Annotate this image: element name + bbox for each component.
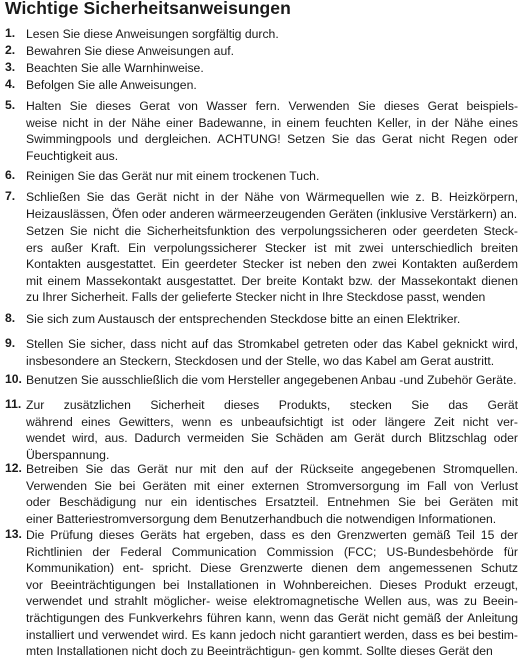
text-line: Stellen Sie sicher, dass nicht auf das Stromkabel getreten oder das Kabel geknickt wird, xyxy=(26,337,518,351)
text-line: Benutzen Sie ausschließlich die vom Hersteller angegebenen Anbau -und Zubehör Geräte. xyxy=(26,373,517,387)
text-line: vor Beeinträchtigungen bei Installationen in Wohnbereichen. Dieses Produkt erzeugt, xyxy=(26,577,518,592)
text-line: Richtlinien der Federal Communication Commission (FCC; US-Bundesbehörde für xyxy=(26,544,518,559)
text-line: weise nicht in der Nähe einer Badewanne, in einem feuchten Keller, in der Nähe eines xyxy=(26,115,518,130)
text-line: installiert und verwendet wird. Es kann jedoch nicht garantiert werden, dass es bei bestim- xyxy=(26,627,518,642)
text-line: Halten Sie dieses Gerat von Wasser fern. Verwenden Sie dieses Gerat beispiels- xyxy=(26,99,518,113)
text-line: einer Batteriestromversorgung dem Benutzerhandbuch die notwendigen Informationen. xyxy=(26,511,497,526)
text-line: Die Prüfung dieses Geräts hat ergeben, dass es den Grenzwerten gemäß Teil 15 der xyxy=(26,528,518,542)
item-text xyxy=(26,77,518,94)
page-title: Wichtige Sicherheitsanweisungen xyxy=(5,0,291,18)
text-line: Schließen Sie das Gerät nicht in der Nähe von Wärmequellen wie z. B. Heizkörpern, xyxy=(26,190,518,204)
item-text xyxy=(26,189,518,222)
item-number: 8. xyxy=(5,311,16,325)
item-number: 1. xyxy=(5,26,16,40)
item-number: 11. xyxy=(5,397,22,411)
text-line: mit einem Massekontakt ausgestattet. Der breite Kontakt bzw. der Massekontakt dienen xyxy=(26,273,518,288)
item-text xyxy=(26,461,518,527)
text-line: oder Beschädigung nur ein identisches Ersatzteil. Entnehmen Sie bei Geräten mit xyxy=(26,495,518,510)
item-text xyxy=(26,98,518,164)
item-number: 13. xyxy=(5,527,22,541)
text-line: mten Installationen nicht doch zu Beeinträchtigun- gen kommt. Sollte dieses Gerät den xyxy=(26,644,493,659)
item-number: 5. xyxy=(5,98,16,112)
text-line: insbesondere an Steckern, Steckdosen und der Stelle, wo das Kabel am Gerat austritt. xyxy=(26,353,495,368)
item-text xyxy=(26,43,518,60)
item-text xyxy=(26,26,518,43)
text-line: trächtigungen des Funkverkehrs führen kann, wenn das Gerät nicht gemäß der Anleitung xyxy=(26,610,518,625)
item-number: 6. xyxy=(5,168,16,182)
item-text xyxy=(26,336,518,369)
text-line: Betreiben Sie das Gerät nur mit den auf der Rückseite angegebenen Stromquellen. xyxy=(26,462,518,476)
item-number: 2. xyxy=(5,43,16,57)
item-number: 7. xyxy=(5,189,16,203)
text-line: verwendet und strahlt möglicher- weise elektromagnetische Wellen aus, was zu Beein- xyxy=(26,594,518,609)
text-line: Sie sich zum Austausch der entsprechenden Steckdose bitte an einen Elektriker. xyxy=(26,312,461,326)
text-line: Lesen Sie diese Anweisungen sorgfältig durch. xyxy=(26,27,279,41)
text-line: während eines Gewitters, wenn es unbeaufsichtigt ist oder längere Zeit nicht ver- xyxy=(26,414,518,429)
item-text xyxy=(26,372,518,389)
text-line: Heizauslässen, Öfen oder anderen wärmeerzeugenden Geräten (inklusive Verstärkern) an. xyxy=(26,206,518,221)
text-line: Kommunikation) ent- spricht. Diese Grenzwerte dienen dem angemessenen Schutz xyxy=(26,561,518,576)
text-line: Zur zusätzlichen Sicherheit dieses Produkts, stecken Sie das Gerät xyxy=(26,398,518,412)
text-line: Feuchtigkeit aus. xyxy=(26,148,119,163)
text-line: zu Ihrer Sicherheit. Falls der gelieferte Stecker nicht in Ihre Steckdose passt, wenden xyxy=(26,290,486,305)
item-number: 9. xyxy=(5,336,16,350)
text-line: Setzen Sie nicht die Sicherheitsfunktion des verpolungssicheren oder geerdeten Steck- xyxy=(26,224,518,238)
item-text xyxy=(26,223,518,306)
item-number: 10. xyxy=(5,372,22,386)
text-line: wendet wird, aus. Dadurch vermeiden Sie Schäden am Gerät durch Blitzschlag oder xyxy=(26,431,518,446)
item-number: 3. xyxy=(5,60,16,74)
item-number: 4. xyxy=(5,77,16,91)
text-line: Reinigen Sie das Gerät nur mit einem trockenen Tuch. xyxy=(26,169,320,183)
text-line: Beachten Sie alle Warnhinweise. xyxy=(26,61,204,75)
item-text xyxy=(26,527,518,660)
text-line: Kontakten ausgestattet. Ein geerdeter Stecker ist neben den zwei Kontakten außerdem xyxy=(26,257,518,272)
text-line: Befolgen Sie alle Anweisungen. xyxy=(26,78,197,92)
item-number: 12. xyxy=(5,461,22,475)
text-line: Verwenden Sie bei Geräten mit einer externen Stromversorgung im Fall von Verlust xyxy=(26,478,518,493)
item-text xyxy=(26,60,518,77)
text-line: Bewahren Sie diese Anweisungen auf. xyxy=(26,44,235,58)
text-line: ers außer Kraft. Ein verpolungssicherer Stecker ist mit zwei unterschiedlich breiten xyxy=(26,240,518,255)
text-line: Überspannung. xyxy=(26,447,110,462)
item-text xyxy=(26,397,518,463)
item-text xyxy=(26,168,518,185)
item-text xyxy=(26,311,518,328)
text-line: Swimmingpools und dergleichen. ACHTUNG! Setzen Sie das Gerat nicht Regen oder xyxy=(26,132,518,147)
